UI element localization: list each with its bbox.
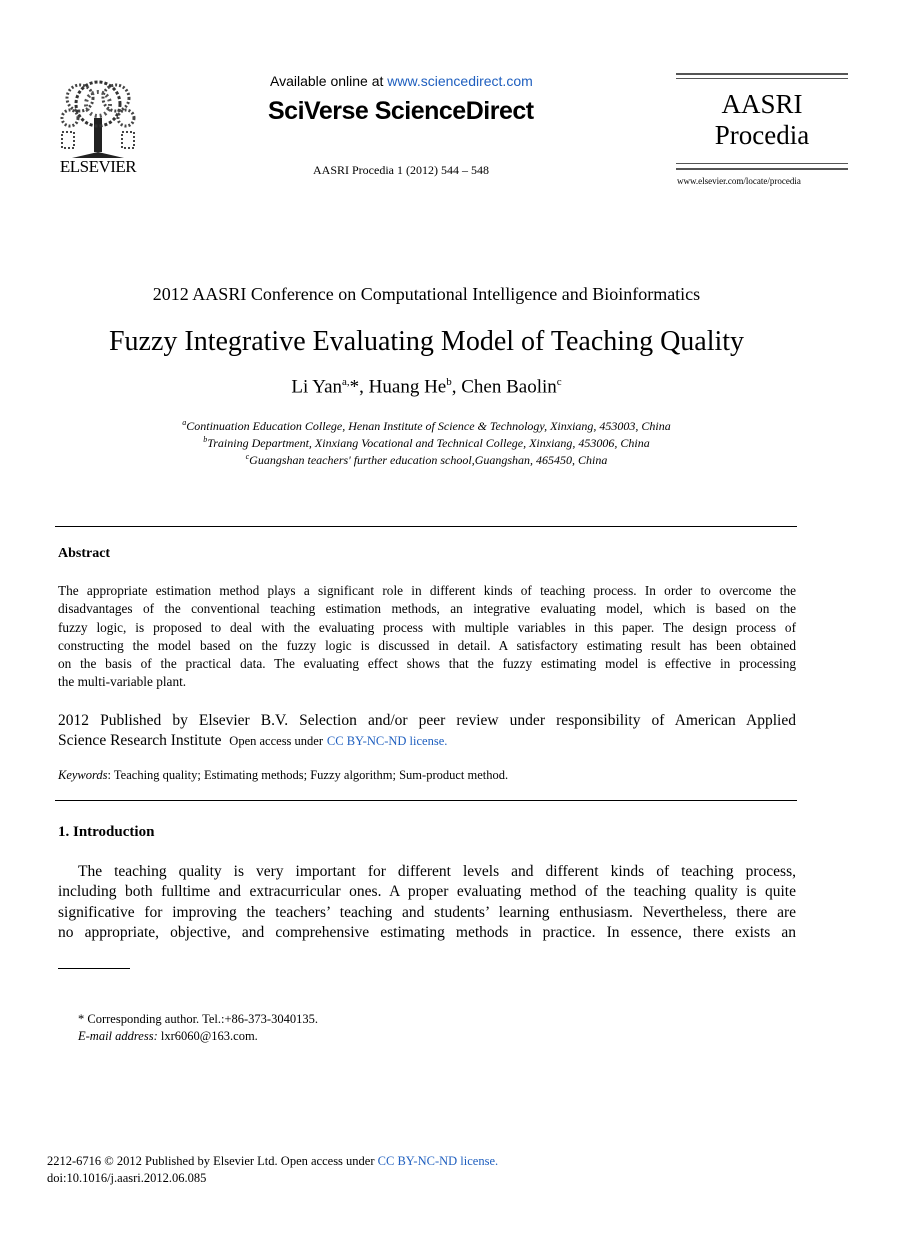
paper-title: Fuzzy Integrative Evaluating Model of Teaching Quality (108, 326, 745, 357)
elsevier-wordmark: ELSEVIER (59, 157, 137, 176)
journal-name (676, 89, 848, 151)
introduction-body (58, 862, 796, 943)
journal-url-link[interactable]: www.elsevier.com/locate/procedia (677, 176, 801, 186)
journal-masthead (676, 73, 848, 173)
affiliation: $^a$Continuation Education College, Henan Institute of Science & Technology, Xinxiang, 453003, China (182, 418, 671, 433)
email-address: lxr6060@163.com. (157, 1029, 258, 1043)
available-online: Available online at www.sciencedirect.com (270, 73, 533, 89)
license-link[interactable]: CC BY-NC-ND license. (326, 734, 448, 748)
abstract-line: disadvantages of the conventional teaching estimation methods, an integrative evaluating model, which is based on the (58, 601, 796, 617)
body-line: including both fulltime and extracurricular ones. A proper evaluating method of the teaching quality is quite (58, 883, 796, 901)
abstract-line: on the basis of the practical data. The evaluating effect shows that the fuzzy estimating model is effective in processing (58, 656, 796, 672)
journal-name-line1: AASRI (721, 89, 803, 119)
abstract-line: fuzzy logic, is proposed to deal with the evaluating process with multiple variables in this paper. The design process of (58, 619, 796, 635)
author-mark: b (446, 376, 452, 388)
keywords-label: Keywords (58, 768, 108, 782)
author-mark: a, (342, 376, 350, 388)
elsevier-logo (52, 74, 144, 178)
abstract-line: the multi-variable plant. (58, 674, 187, 690)
affiliation: $^b$Training Department, Xinxiang Vocational and Technical College, Xinxiang, 453006, China (203, 435, 650, 450)
masthead-rule-top (676, 73, 848, 75)
body-line: significative for improving the teachers’ teaching and students’ learning enthusiasm. Nevertheless, there are (58, 903, 796, 921)
copyright-line: 2212-6716 © 2012 Published by Elsevier Ltd. Open access under CC BY-NC-ND license. (47, 1154, 499, 1168)
journal-reference: AASRI Procedia 1 (2012) 544 – 548 (313, 163, 489, 177)
publication-statement: 2012 Published by Elsevier B.V. Selection and/or peer review under responsibility of American Applied Science Research Institute Open access under CC BY-NC-ND license. (58, 712, 796, 749)
divider (55, 526, 797, 527)
conference-name: 2012 AASRI Conference on Computational Intelligence and Bioinformatics (152, 284, 701, 304)
divider (55, 800, 797, 801)
footnote-divider (58, 968, 130, 969)
section-heading: 1. Introduction (58, 824, 155, 840)
keywords: Keywords: Teaching quality; Estimating methods; Fuzzy algorithm; Sum-product method. (58, 768, 509, 782)
masthead-rule-top-thin (676, 78, 848, 79)
abstract-line: constructing the model based on the fuzzy logic is discussed in detail. A satisfactory estimating result has been obtained (58, 637, 796, 653)
abstract-line: The appropriate estimation method plays a significant role in different kinds of teaching process. In order to overcome the (58, 583, 796, 598)
affiliation: $^c$Guangshan teachers' further education school,Guangshan, 465450, China (245, 452, 608, 467)
masthead-rule-bottom (676, 168, 848, 170)
author-name: Li Yan (291, 376, 343, 398)
body-line: no appropriate, objective, and comprehensive estimating methods in practice. In essence, there exists an (58, 923, 796, 941)
corresponding-author-note: * Corresponding author. Tel.:+86-373-3040135. (78, 1012, 318, 1026)
masthead-rule-bottom-thin (676, 163, 848, 164)
author-mark: c (556, 376, 562, 388)
corresponding-star: * (349, 376, 360, 398)
body-line: The teaching quality is very important for different levels and different kinds of teaching process, (78, 863, 796, 880)
author-name: Huang He (368, 376, 447, 398)
abstract-heading: Abstract (58, 546, 111, 561)
sciverse-logo: SciVerse ScienceDirect (268, 97, 534, 125)
sciencedirect-link[interactable]: www.sciencedirect.com (387, 73, 533, 89)
doi: doi:10.1016/j.aasri.2012.06.085 (47, 1171, 207, 1185)
journal-name-line2: Procedia (714, 120, 810, 150)
email-note: E-mail address: lxr6060@163.com. (78, 1029, 258, 1043)
abstract-body (58, 582, 796, 692)
author-list: Li Yan$^{a,}$*, Huang He$^b$, Chen Baolin$^c$ (291, 376, 562, 398)
author-name: Chen Baolin (461, 376, 557, 398)
footer-license-link[interactable]: CC BY-NC-ND license. (377, 1154, 499, 1168)
